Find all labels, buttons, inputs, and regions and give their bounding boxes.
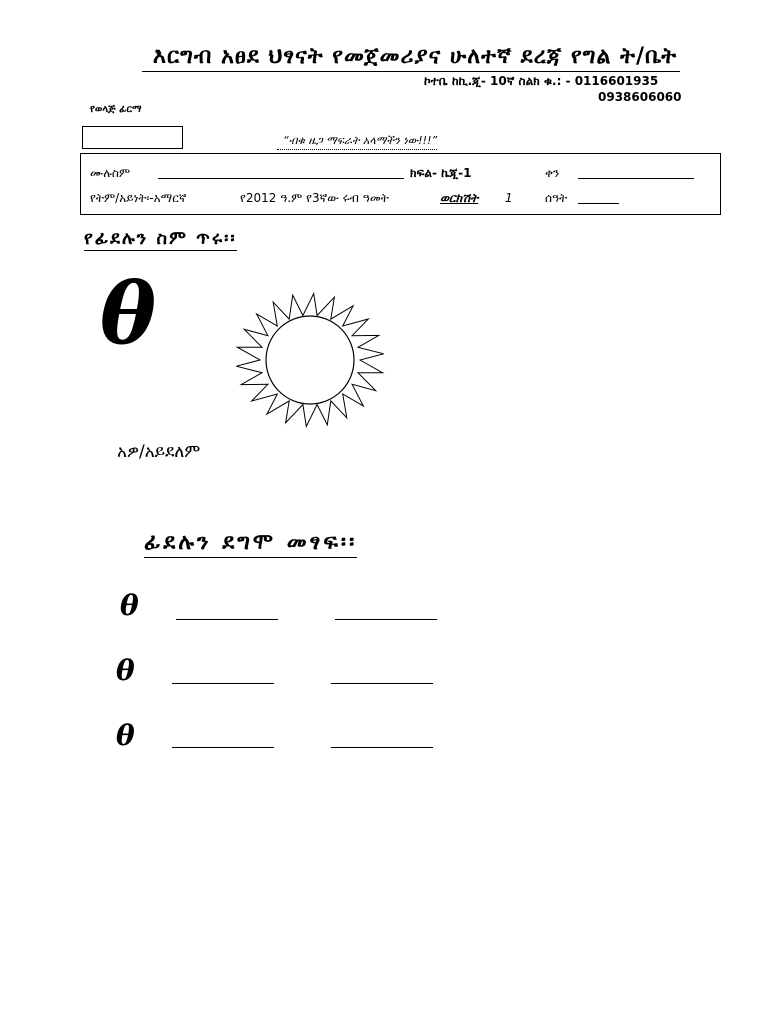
sun-core <box>266 316 354 404</box>
school-address: ኮተቤ ከኪ.ጂ- 10ኛ ስልክ ቁ.: - 0116601935 <box>424 74 659 88</box>
worksheet-number: 1 <box>505 191 513 205</box>
practice-letter-1: θ <box>120 589 139 622</box>
practice-line-2b[interactable] <box>331 683 433 684</box>
time-blank-line <box>578 192 619 204</box>
practice-line-3a[interactable] <box>172 747 274 748</box>
name-blank-line <box>158 167 404 179</box>
parent-signature-box[interactable] <box>82 126 183 149</box>
time-field[interactable] <box>578 189 619 208</box>
picture-word: አዎ/አይደለም <box>117 442 201 462</box>
school-name <box>110 44 720 69</box>
date-field[interactable] <box>578 164 694 183</box>
sun-icon <box>220 288 400 436</box>
name-field[interactable] <box>158 164 404 183</box>
motto <box>283 134 437 148</box>
section-name-letter-title: የፊደሉን ስም ጥሩ፡፡ <box>84 228 237 249</box>
practice-line-1a[interactable] <box>176 619 278 620</box>
featured-letter: θ <box>100 264 157 363</box>
motto-text: “ብቁ ዜጋ ማፍራት አላማችን ነው!!!” <box>283 134 438 147</box>
school-name-text: እርግብ አፀደ ህፃናት የመጀመሪያና ሁለተኛ ደረጃ የግል ት/ቤት <box>152 44 678 69</box>
practice-letter-2: θ <box>116 654 135 687</box>
practice-letter-3: θ <box>116 719 135 752</box>
worksheet-label: ወርክሽት <box>440 191 479 205</box>
time-label: ሰዓት <box>545 191 568 205</box>
name-label: ሙሉስም <box>90 166 131 180</box>
practice-line-2a[interactable] <box>172 683 274 684</box>
school-name-underline <box>142 71 680 72</box>
subject-label: የትም/አይነት፡-አማርኛ <box>90 191 187 205</box>
class-label: ክፍል- ኬጂ-1 <box>410 166 472 180</box>
date-blank-line <box>578 167 694 179</box>
date-label: ቀን <box>545 166 560 180</box>
year-text: የ2012 ዓ.ም የ3ኛው ሩብ ዓመት <box>240 191 389 205</box>
sun-drawing <box>220 288 400 436</box>
motto-underline <box>277 149 437 150</box>
practice-line-3b[interactable] <box>331 747 433 748</box>
practice-line-1b[interactable] <box>335 619 437 620</box>
parent-signature-label: የወላጅ ፊርማ <box>90 104 142 115</box>
section-write-letter-title: ፊደሉን ደግሞ መፃፍ፡፡ <box>144 530 357 558</box>
school-phone-2: 0938606060 <box>598 90 682 104</box>
